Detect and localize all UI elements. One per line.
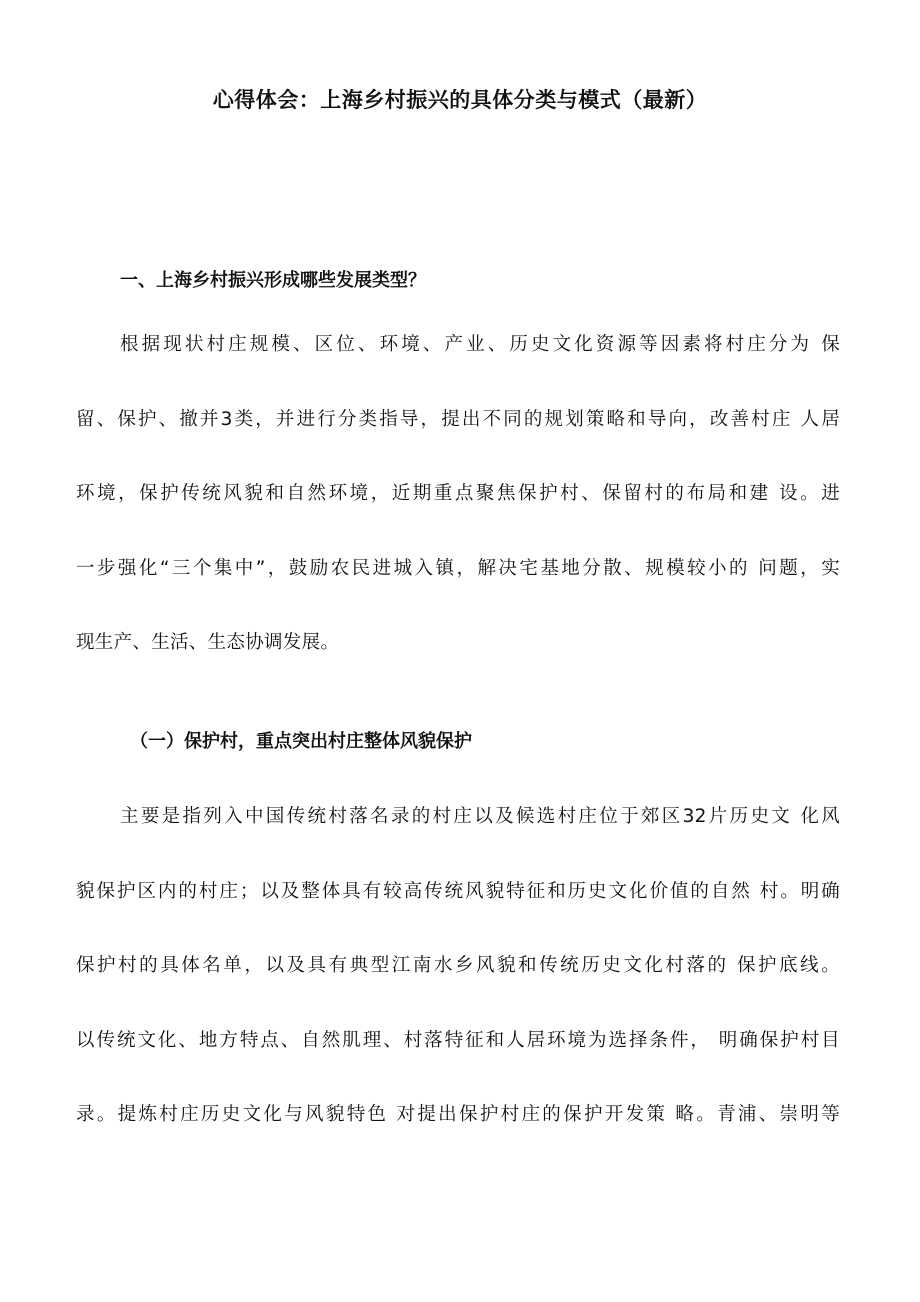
paragraph-line: 貌保护区内的村庄；以及整体具有较高传统风貌特征和历史文化价值的自然 村。明确 [76,880,840,902]
paragraph-line: 主要是指列入中国传统村落名录的村庄以及候选村庄位于郊区32片历史文 化风 [120,806,840,827]
paragraph-line: 录。提炼村庄历史文化与风貌特色 对提出保护村庄的保护开发策 略。青浦、崇明等 [76,1104,840,1125]
document-title: 心得体会：上海乡村振兴的具体分类与模式（最新） [212,88,708,112]
paragraph-line: 现生产、生活、生态协调发展。 [76,632,340,653]
subsection-paragraph [76,780,840,1153]
paragraph-line: 以传统文化、地方特点、自然肌理、村落特征和人居环境为选择条件， 明确保护村目 [76,1029,840,1051]
section-heading: 一、上海乡村振兴形成哪些发展类型？ [120,270,426,291]
subsection-heading: （一）保护村，重点突出村庄整体风貌保护 [130,731,472,752]
paragraph-line: 保护村的具体名单，以及具有典型江南水乡风貌和传统历史文化村落的 保护底线。 [76,955,840,976]
section-paragraph [76,308,840,681]
paragraph-line: 根据现状村庄规模、区位、环境、产业、历史文化资源等因素将村庄分为 保 [120,334,840,355]
paragraph-line: 环境，保护传统风貌和自然环境，近期重点聚焦保护村、保留村的布局和建 设。进 [76,483,840,504]
paragraph-line: 一步强化“三个集中”，鼓励农民进城入镇，解决宅基地分散、规模较小的 问题，实 [76,557,840,579]
paragraph-line: 留、保护、撤并3类，并进行分类指导，提出不同的规划策略和导向，改善村庄 人居 [76,408,840,430]
